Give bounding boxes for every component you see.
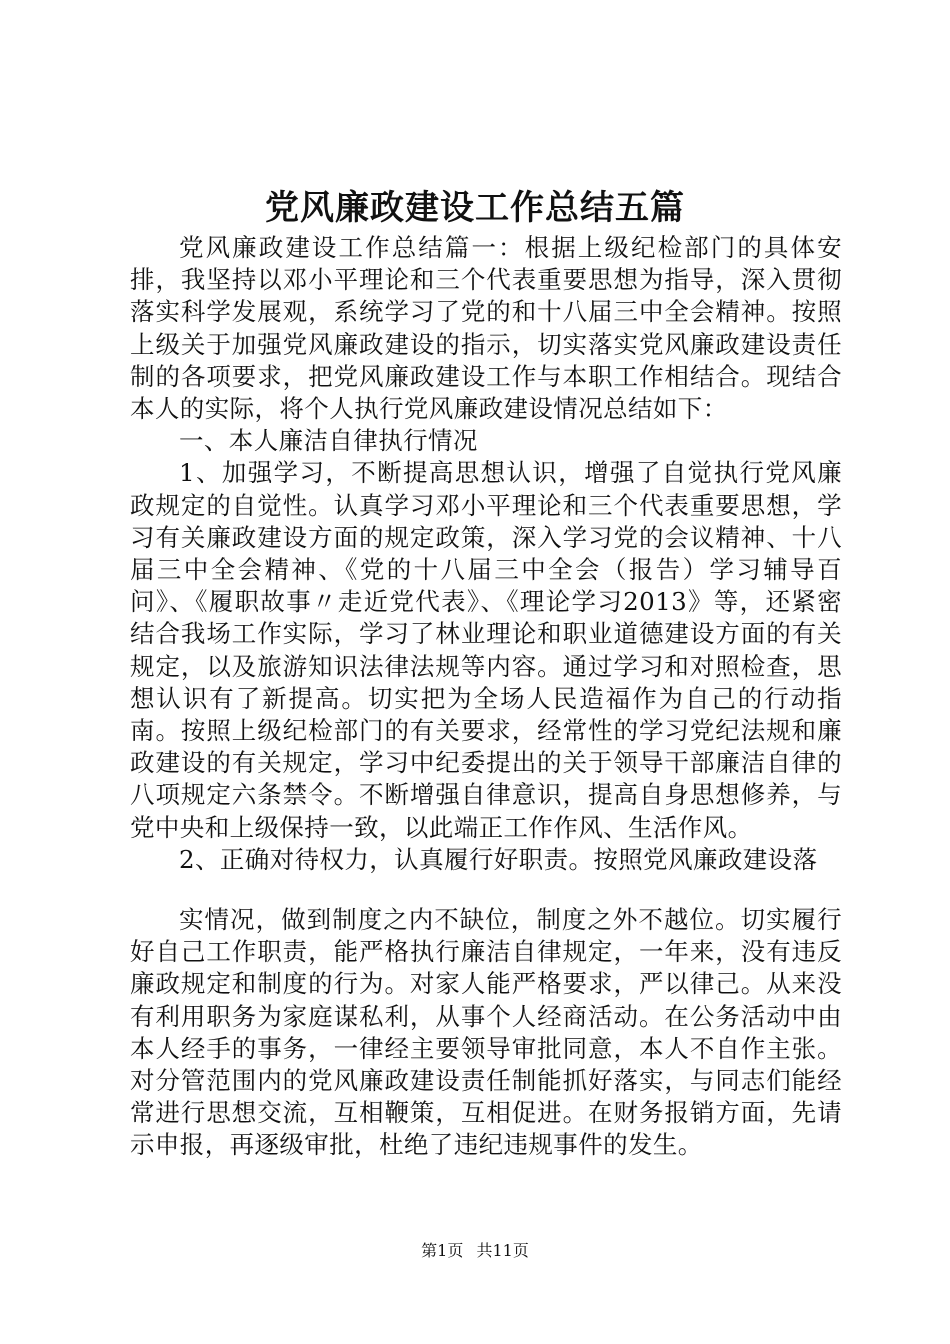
body-block-2 [130, 904, 842, 1162]
page-total: 共11页 [476, 1241, 529, 1260]
paragraph-intro: 党风廉政建设工作总结篇一：根据上级纪检部门的具体安排，我坚持以邓小平理论和三个代表重要思想为指导，深入贯彻落实科学发展观，系统学习了党的和十八届三中全会精神。按照上级关于加强党风廉政建设的指示，切实落实党风廉政建设责任制的各项要求，把党风廉政建设工作与本职工作相结合。现结合本人的实际，将个人执行党风廉政建设情况总结如下： [130, 233, 842, 424]
paragraph-item-2-start: 2、正确对待权力，认真履行好职责。按照党风廉政建设落 [179, 844, 818, 874]
paragraph-item-2-continued: 实情况，做到制度之内不缺位，制度之外不越位。切实履行好自己工作职责，能严格执行廉洁自律规定，一年来，没有违反廉政规定和制度的行为。对家人能严格要求，严以律己。从来没有利用职务为家庭谋私利，从事个人经商活动。在公务活动中由本人经手的事务，一律经主要领导审批同意，本人不自作主张。对分管范围内的党风廉政建设责任制能抓好落实，与同志们能经常进行思想交流，互相鞭策，互相促进。在财务报销方面，先请示申报，再逐级审批，杜绝了违纪违规事件的发生。 [130, 905, 842, 1160]
page-number: 第1页 [421, 1241, 464, 1260]
page-footer [0, 1240, 950, 1262]
document-title: 党风廉政建设工作总结五篇 [265, 188, 685, 228]
paragraph-item-1: 1、加强学习，不断提高思想认识，增强了自觉执行党风廉政规定的自觉性。认真学习邓小平理论和三个代表重要思想，学习有关廉政建设方面的规定政策，深入学习党的会议精神、十八届三中全会精神、《党的十八届三中全会（报告）学习辅导百问》、《履职故事〃走近党代表》、《理论学习2013》等，还紧密结合我场工作实际，学习了林业理论和职业道德建设方面的有关规定，以及旅游知识法律法规等内容。通过学习和对照检查，思想认识有了新提高。切实把为全场人民造福作为自己的行动指南。按照上级纪检部门的有关要求，经常性的学习党纪法规和廉政建设的有关规定，学习中纪委提出的关于领导干部廉洁自律的八项规定六条禁令。不断增强自律意识，提高自身思想修养，与党中央和上级保持一致，以此端正工作作风、生活作风。 [130, 458, 842, 842]
body-block-1 [130, 232, 842, 876]
section-heading-1: 一、本人廉洁自律执行情况 [179, 426, 478, 456]
